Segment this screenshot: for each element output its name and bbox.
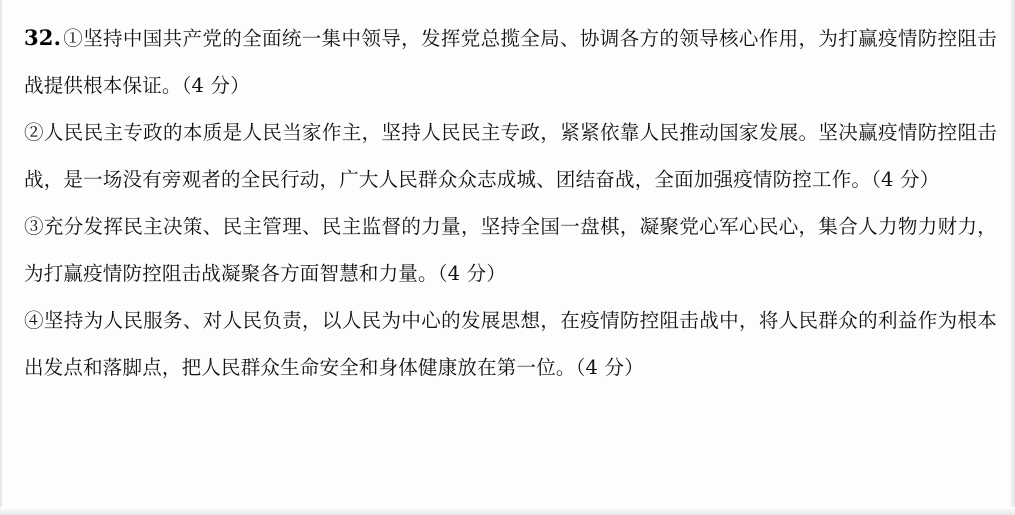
answer-text-2: 人民民主专政的本质是人民当家作主，坚持人民民主专政，紧紧依靠人民推动国家发展。坚决赢疫情防控阻击战，是一场没有旁观者的全民行动，广大人民群众众志成城、团结奋战，全面加强疫情防控工作。（4 分） xyxy=(24,121,998,191)
answer-block xyxy=(24,14,997,391)
page-right-edge-shadow xyxy=(1009,0,1015,515)
answer-text-1: 坚持中国共产党的全面统一集中领导，发挥党总揽全局、协调各方的领导核心作用，为打赢疫情防控阻击战提供根本保证。（4 分） xyxy=(24,27,998,97)
answer-paragraph-4 xyxy=(24,297,997,391)
item-marker-3: ③ xyxy=(24,215,44,238)
answer-text-4: 坚持为人民服务、对人民负责，以人民为中心的发展思想，在疫情防控阻击战中，将人民群众的利益作为根本出发点和落脚点，把人民群众生命安全和身体健康放在第一位。（4 分） xyxy=(24,309,998,379)
answer-paragraph-1 xyxy=(24,14,997,109)
answer-text-3: 充分发挥民主决策、民主管理、民主监督的力量，坚持全国一盘棋，凝聚党心军心民心，集合人力物力财力，为打赢疫情防控阻击战凝聚各方面智慧和力量。（4 分） xyxy=(24,215,998,285)
item-marker-2: ② xyxy=(24,121,44,144)
answer-paragraph-3 xyxy=(24,203,997,297)
page-bottom-edge-shadow xyxy=(0,507,1015,515)
question-number: 32. xyxy=(24,25,62,50)
item-marker-1: ① xyxy=(63,27,84,50)
answer-paragraph-2 xyxy=(24,109,997,203)
item-marker-4: ④ xyxy=(24,309,44,332)
page-left-edge-shadow xyxy=(0,0,3,515)
